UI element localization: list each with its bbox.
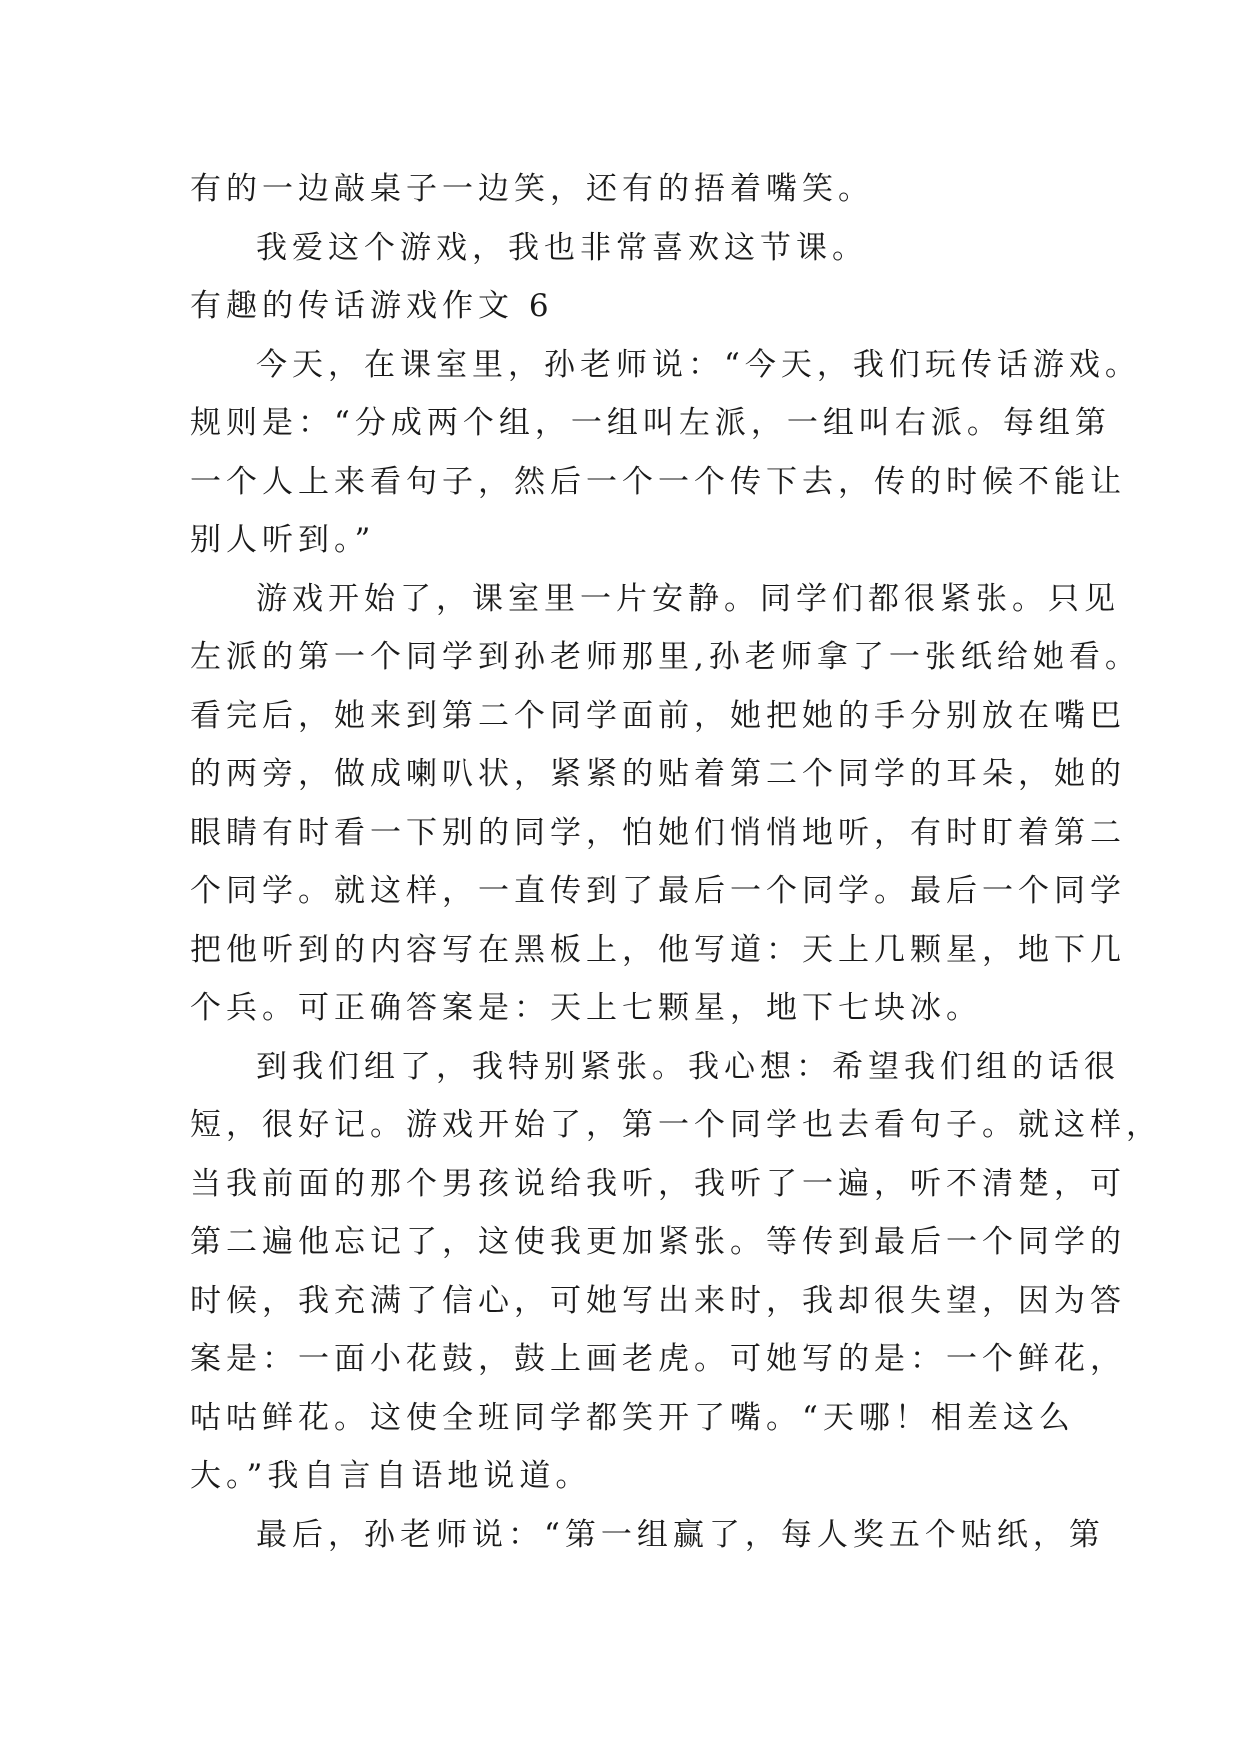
- text-line: 一个人上来看句子，然后一个一个传下去，传的时候不能让: [190, 463, 1126, 500]
- paragraph-start-line: 游戏开始了，课室里一片安静。同学们都很紧张。只见: [256, 580, 1120, 617]
- paragraph-start-line: 到我们组了，我特别紧张。我心想：希望我们组的话很: [256, 1048, 1120, 1085]
- text-line: 看完后，她来到第二个同学面前，她把她的手分别放在嘴巴: [190, 697, 1126, 734]
- text-line: 案是：一面小花鼓，鼓上画老虎。可她写的是：一个鲜花，: [190, 1341, 1126, 1377]
- text-line: 个兵。可正确答案是：天上七颗星，地下七块冰。: [190, 990, 982, 1026]
- text-line: 时候，我充满了信心，可她写出来时，我却很失望，因为答: [190, 1282, 1126, 1319]
- text-line: 把他听到的内容写在黑板上，他写道：天上几颗星，地下几: [190, 931, 1126, 968]
- text-line: 规则是：“分成两个组，一组叫左派，一组叫右派。每组第: [190, 405, 1111, 441]
- text-line: 咕咕鲜花。这使全班同学都笑开了嘴。“天哪！相差这么: [190, 1399, 1075, 1436]
- text-line: 第二遍他忘记了，这使我更加紧张。等传到最后一个同学的: [190, 1224, 1126, 1260]
- text-line: 有的一边敲桌子一边笑，还有的捂着嘴笑。: [190, 171, 874, 207]
- paragraph-start-line: 我爱这个游戏，我也非常喜欢这节课。: [256, 229, 868, 266]
- text-line: 当我前面的那个男孩说给我听，我听了一遍，听不清楚，可: [190, 1165, 1126, 1202]
- essay-body: [190, 160, 1162, 1564]
- text-line: 眼睛有时看一下别的同学，怕她们悄悄地听，有时盯着第二: [190, 814, 1126, 851]
- paragraph-start-line: 今天，在课室里，孙老师说：“今天，我们玩传话游戏。: [256, 346, 1141, 383]
- text-line: 个同学。就这样，一直传到了最后一个同学。最后一个同学: [190, 873, 1126, 909]
- paragraph-start-line: 最后，孙老师说：“第一组赢了，每人奖五个贴纸，第: [256, 1516, 1105, 1553]
- text-line: 左派的第一个同学到孙老师那里,孙老师拿了一张纸给她看。: [190, 639, 1141, 675]
- text-line: 大。”我自言自语地说道。: [190, 1458, 592, 1494]
- essay-title: 有趣的传话游戏作文 6: [190, 288, 554, 324]
- text-line: 短，很好记。游戏开始了，第一个同学也去看句子。就这样，: [190, 1107, 1162, 1143]
- text-line: 别人听到。”: [190, 522, 376, 558]
- text-line: 的两旁，做成喇叭状，紧紧的贴着第二个同学的耳朵，她的: [190, 756, 1126, 792]
